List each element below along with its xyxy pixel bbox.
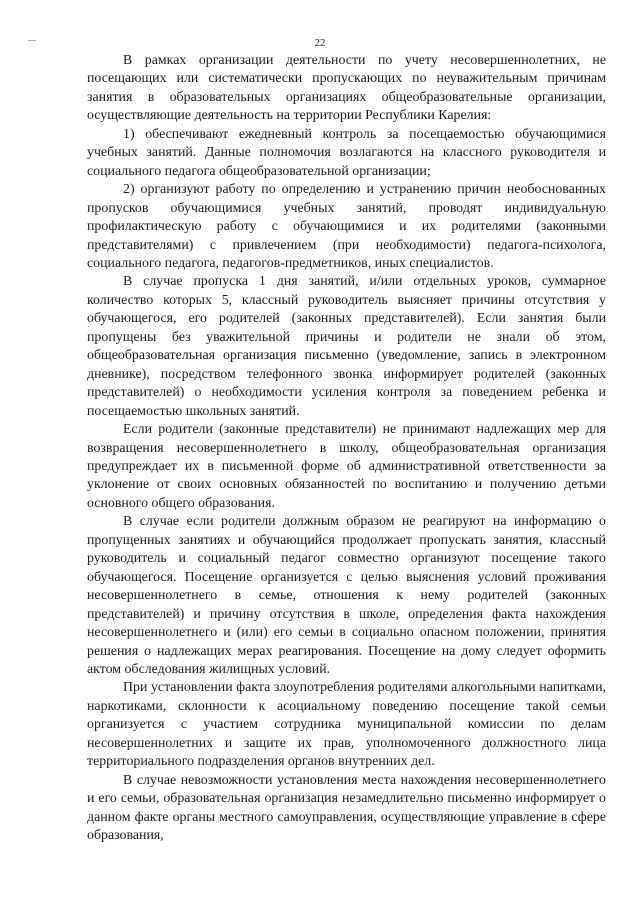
paragraph-abuse: При установлении факта злоупотребления родителями алкогольными напитками, наркотиками, склонности к асоциальному поведению посещение такой семьи организуется с участием сотрудника муниципальной комиссии по делам несовершеннолетних и защите их прав, уполномоченного должностного лица территориального подразделения органов внутренних дел.	[87, 680, 606, 770]
paragraph-item-1: 1) обеспечивают ежедневный контроль за посещаемостью обучающимися учебных занятий. Данные полномочия возлагаются на классного руководителя и социального педагога общеобразовательной организации;	[87, 126, 606, 179]
paragraph-absence: В случае пропуска 1 дня занятий, и/или отдельных уроков, суммарное количество которых 5, классный руководитель выясняет причины отсутствия у обучающегося, его родителей (законных представителей). Если занятия были пропущены без уважительной причины и родители не знали об этом, общеобразовательная организация письменно (уведомление, запись в электронном дневнике), посредством телефонного звонка информирует родителей (законных представителей) о необходимости усиления контроля за поведением ребенка и посещаемостью школьных занятий.	[87, 274, 606, 419]
paragraph-location-unknown: В случае невозможности установления места нахождения несовершеннолетнего и его семьи, образовательная организация незамедлительно письменно информирует о данном факте органы местного самоуправления, осуществляющие управление в сфере образования,	[87, 772, 606, 844]
paragraph-parents-warning: Если родители (законные представители) не принимают надлежащих мер для возвращения несовершеннолетнего в школу, общеобразовательная организация предупреждает их в письменной форме об административной ответственности за уклонение от своих основных обязанностей по воспитанию и получению детьми основного общего образования.	[87, 422, 606, 511]
page-number: 22	[314, 37, 326, 49]
document-body	[87, 52, 606, 845]
paragraph-home-visit: В случае если родители должным образом не реагируют на информацию о пропущенных занятиях и обучающийся продолжает пропускать занятия, классный руководитель и социальный педагог совместно организуют посещение такого обучающегося. Посещение организуется с целью выяснения условий проживания несовершеннолетнего в семье, отношения к нему родителей (законных представителей) и причину отсутствия в школе, определения факта нахождения несовершеннолетнего и (или) его семьи в социально опасном положении, принятия решения о надлежащих мерах реагирования. Посещение на дому следует оформить актом обследования жилищных условий.	[87, 514, 606, 677]
paragraph-intro: В рамках организации деятельности по учету несовершеннолетних, не посещающих или систематически пропускающих по неуважительным причинам занятия в образовательных организациях общеобразовательные организации, осуществляющие деятельность на территории Республики Карелия:	[87, 53, 606, 124]
paragraph-item-2: 2) организуют работу по определению и устранению причин необоснованных пропусков обучающимися учебных занятий, проводят индивидуальную профилактическую работу с обучающимися и их родителями (законными представителями) с привлечением (при необходимости) педагога-психолога, социального педагога, педагогов-предметников, иных специалистов.	[87, 182, 606, 271]
